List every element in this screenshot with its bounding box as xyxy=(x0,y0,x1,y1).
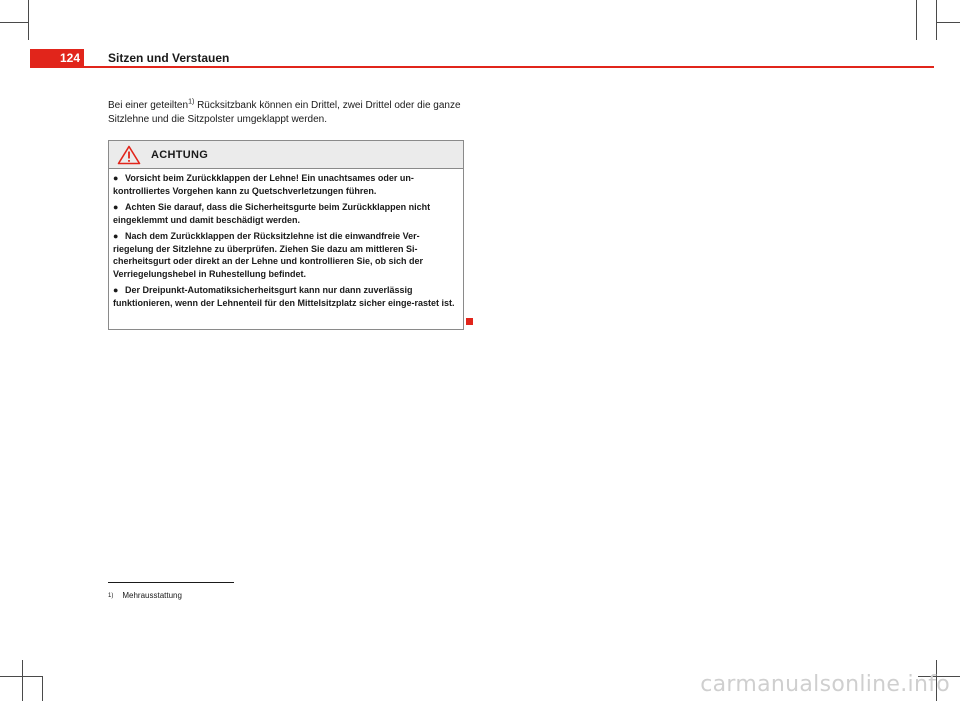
footnote-rule xyxy=(108,582,234,583)
page-title: Sitzen und Verstauen xyxy=(108,51,230,65)
warning-item xyxy=(113,172,455,197)
crop-mark xyxy=(0,22,28,23)
warning-title: ACHTUNG xyxy=(151,148,209,161)
bullet-icon: ● xyxy=(113,202,119,212)
warning-list xyxy=(109,169,463,309)
section-end-marker xyxy=(466,318,473,325)
warning-item-text: Der Dreipunkt-Automatiksicherheitsgurt kann nur dann zuverlässig funktionieren, wenn der Lehnenteil für den Mittelsitzplatz sicher einge-rastet ist. xyxy=(113,285,455,308)
footnote-reference: 1) xyxy=(188,98,195,106)
crop-mark xyxy=(936,22,960,23)
crop-mark xyxy=(28,0,29,40)
footnote-mark: 1) xyxy=(108,593,114,599)
header-rule xyxy=(84,66,934,68)
warning-header xyxy=(109,141,463,169)
bullet-icon: ● xyxy=(113,173,119,183)
footnote-text: Mehrausstattung xyxy=(122,591,182,600)
warning-item-text: Vorsicht beim Zurückklappen der Lehne! Ein unachtsames oder un-kontrolliertes Vorgehen kann zu Quetschverletzungen führen. xyxy=(113,173,414,196)
warning-item xyxy=(113,201,455,226)
warning-item-text: Nach dem Zurückklappen der Rücksitzlehne ist die einwandfreie Ver-riegelung der Sitzlehne zu überprüfen. Ziehen Sie dazu am mittleren Si-cherheitsgurt oder direkt an der Lehne und kontrollieren Sie, ob sich der Verriegelungshebel in Ruhestellung befindet. xyxy=(113,231,424,279)
crop-mark xyxy=(916,0,917,40)
warning-item-text: Achten Sie darauf, dass die Sicherheitsgurte beim Zurückklappen nicht eingeklemmt und damit beschädigt werden. xyxy=(113,202,431,225)
bullet-icon: ● xyxy=(113,285,119,295)
crop-mark xyxy=(22,660,23,701)
footnote xyxy=(108,591,182,601)
warning-box xyxy=(108,140,464,330)
bullet-icon: ● xyxy=(113,231,119,241)
crop-mark xyxy=(936,0,937,40)
crop-mark xyxy=(0,676,42,677)
intro-text-end: Rücksitzbank können ein Drittel, zwei Drittel oder die ganze Sitzlehne und die Sitzpolster umgeklappt werden. xyxy=(108,100,461,125)
page-number: 124 xyxy=(30,49,84,68)
warning-item xyxy=(113,284,455,309)
warning-triangle-icon xyxy=(117,145,141,165)
warning-item xyxy=(113,230,455,280)
watermark: carmanualsonline.info xyxy=(700,672,950,697)
intro-text-start: Bei einer geteilten xyxy=(108,100,189,111)
intro-paragraph xyxy=(108,99,468,127)
crop-mark xyxy=(42,676,43,701)
